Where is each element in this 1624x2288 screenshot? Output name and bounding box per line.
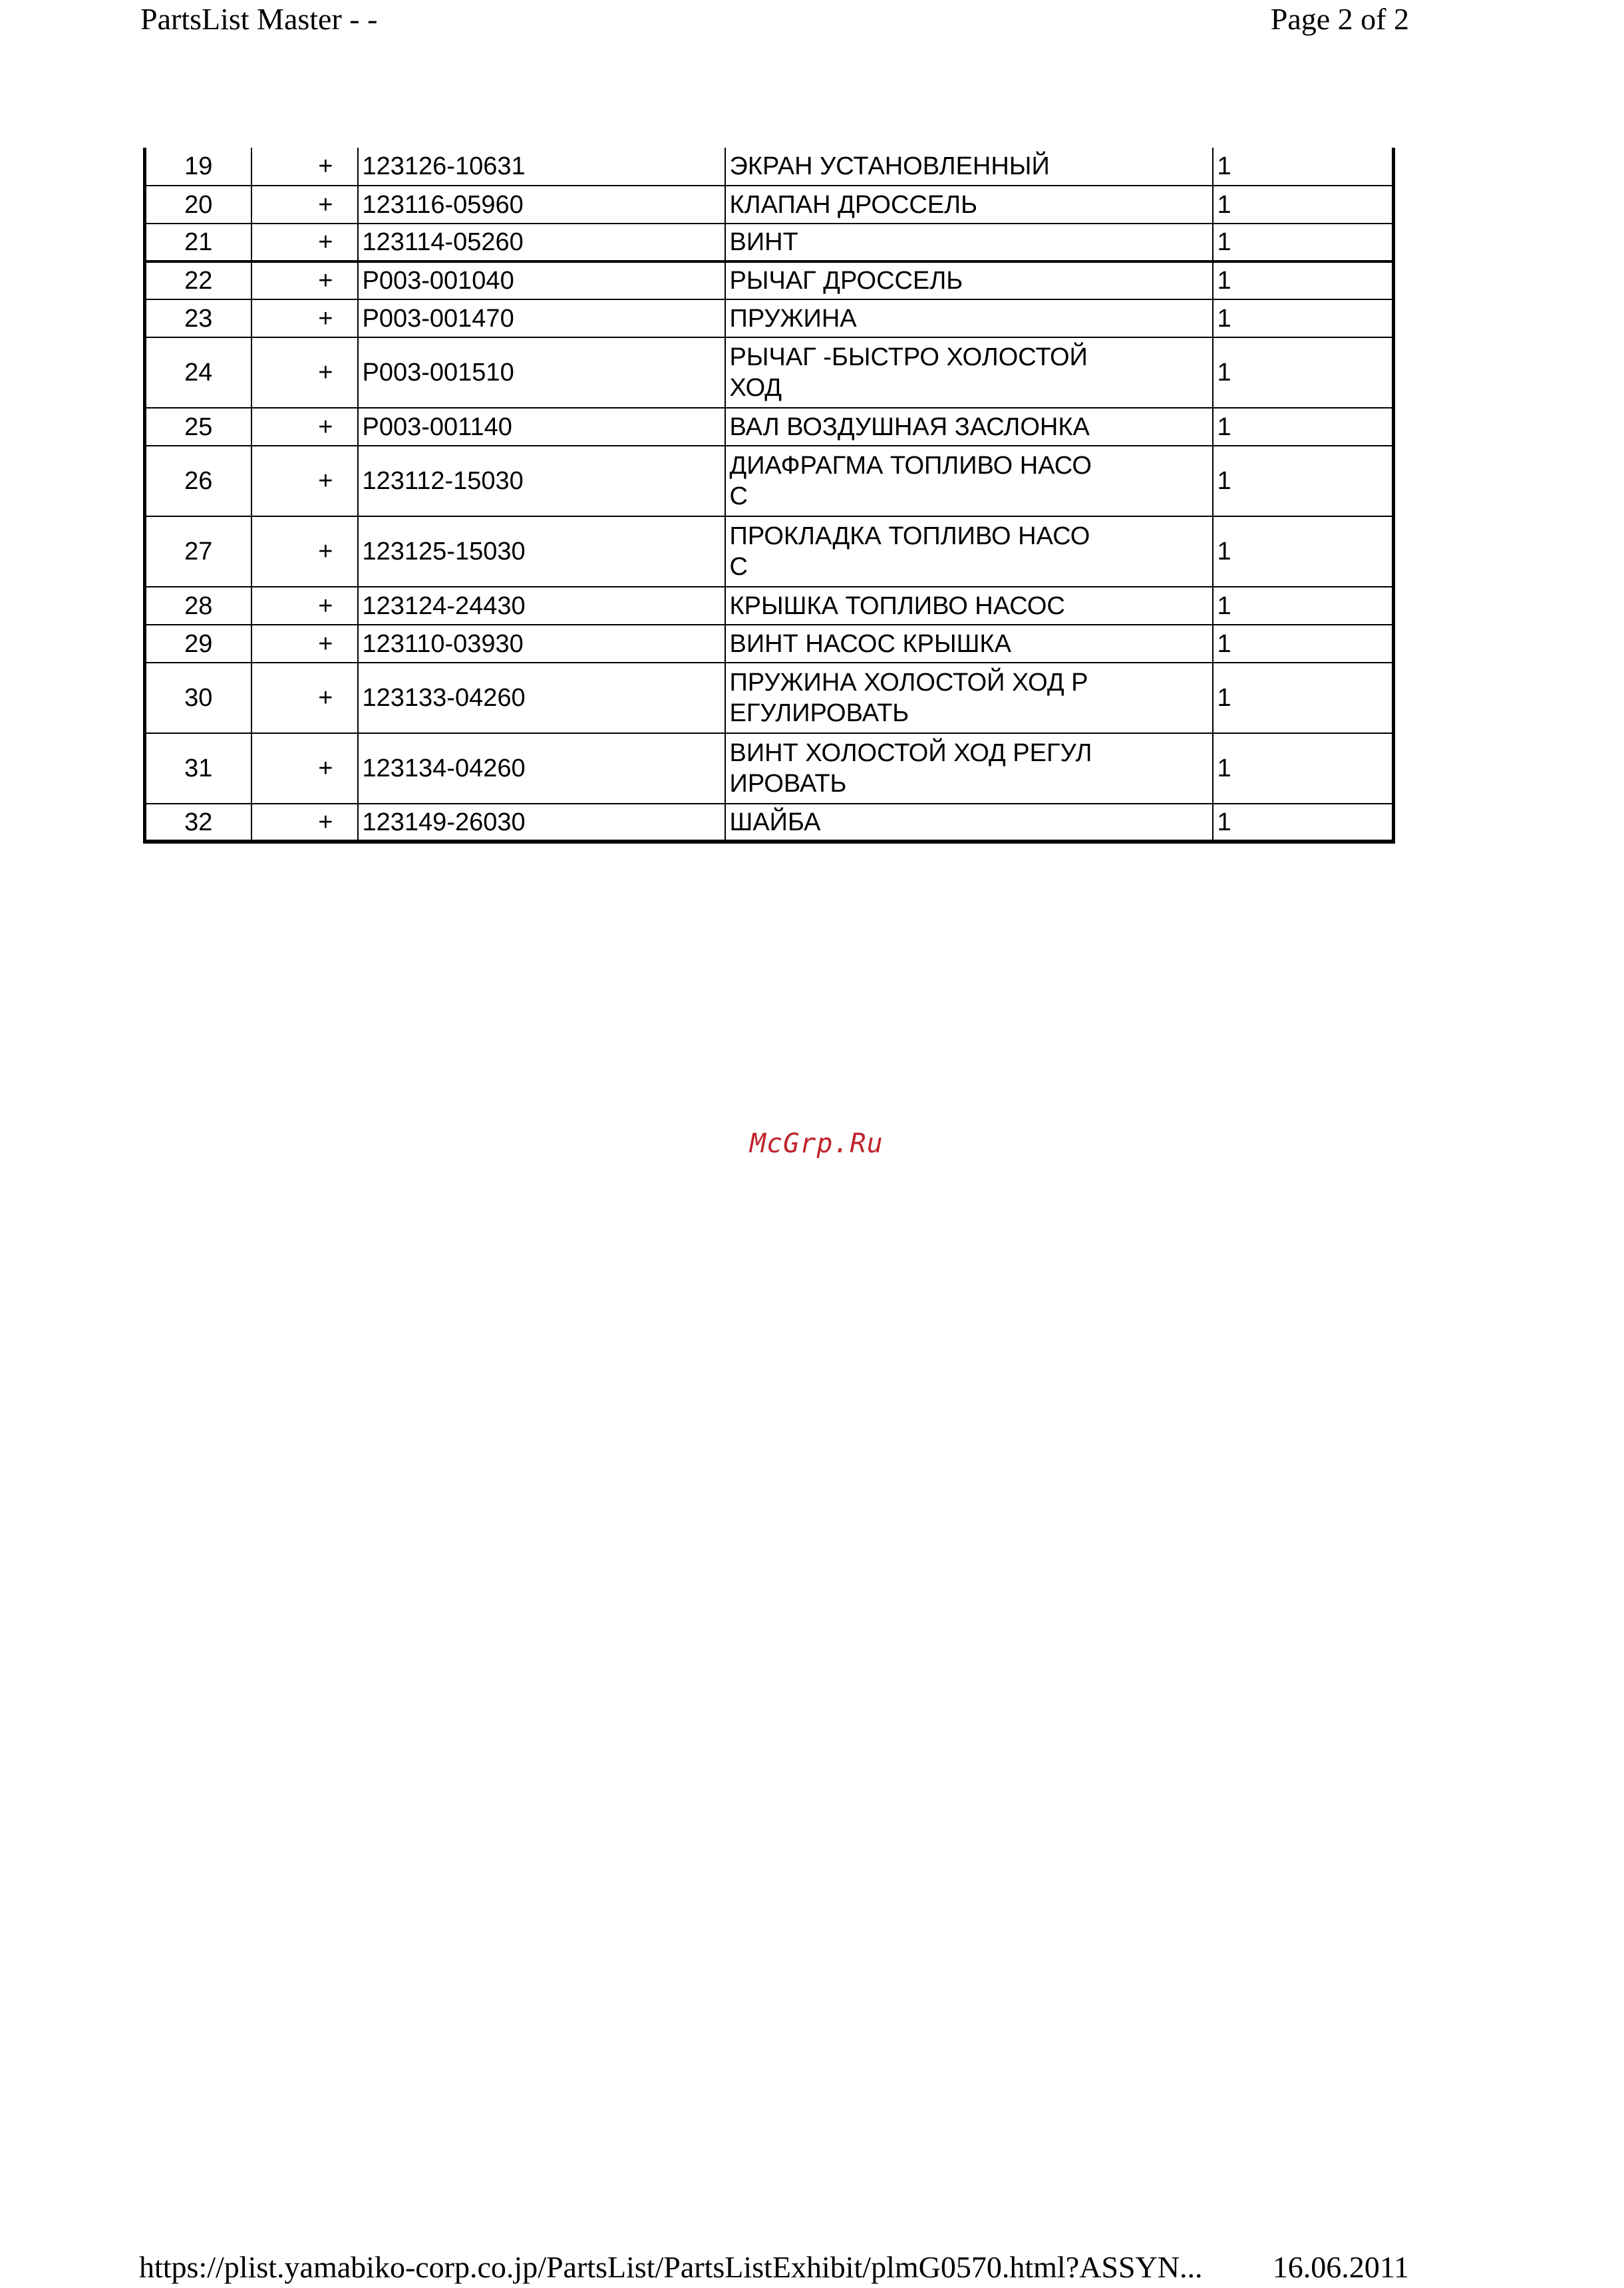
item-mark: + — [251, 148, 358, 186]
part-quantity: 1 — [1213, 446, 1394, 516]
part-number: 123149-26030 — [358, 804, 725, 842]
footer-date: 16.06.2011 — [1272, 2250, 1409, 2284]
part-description: ПРОКЛАДКА ТОПЛИВО НАСО С — [725, 516, 1213, 587]
item-mark: + — [251, 625, 358, 663]
part-quantity: 1 — [1213, 224, 1394, 261]
part-quantity: 1 — [1213, 663, 1394, 733]
item-number: 26 — [145, 446, 251, 516]
parts-table — [143, 148, 1395, 844]
part-description: КЛАПАН ДРОССЕЛЬ — [725, 186, 1213, 224]
part-quantity: 1 — [1213, 261, 1394, 299]
item-number: 31 — [145, 733, 251, 804]
part-description: ПРУЖИНА — [725, 299, 1213, 337]
item-mark: + — [251, 261, 358, 299]
part-number: 123112-15030 — [358, 446, 725, 516]
table-row — [145, 804, 1394, 842]
part-quantity: 1 — [1213, 733, 1394, 804]
item-mark: + — [251, 186, 358, 224]
part-description: ШАЙБА — [725, 804, 1213, 842]
part-description: ПРУЖИНА ХОЛОСТОЙ ХОД Р ЕГУЛИРОВАТЬ — [725, 663, 1213, 733]
item-number: 19 — [145, 148, 251, 186]
part-description: ВИНТ — [725, 224, 1213, 261]
footer-url[interactable]: https://plist.yamabiko-corp.co.jp/PartsList/PartsListExhibit/plmG0570.html?ASSYN... — [139, 2250, 1203, 2284]
item-number: 25 — [145, 408, 251, 446]
part-number: 123134-04260 — [358, 733, 725, 804]
table-row — [145, 516, 1394, 587]
part-number: P003-001510 — [358, 337, 725, 408]
part-quantity: 1 — [1213, 148, 1394, 186]
table-row — [145, 408, 1394, 446]
part-description: ВИНТ ХОЛОСТОЙ ХОД РЕГУЛ ИРОВАТЬ — [725, 733, 1213, 804]
part-description: ВАЛ ВОЗДУШНАЯ ЗАСЛОНКА — [725, 408, 1213, 446]
item-number: 20 — [145, 186, 251, 224]
part-description: КРЫШКА ТОПЛИВО НАСОС — [725, 587, 1213, 625]
part-quantity: 1 — [1213, 804, 1394, 842]
table-row — [145, 587, 1394, 625]
item-number: 29 — [145, 625, 251, 663]
part-quantity: 1 — [1213, 337, 1394, 408]
part-number: 123110-03930 — [358, 625, 725, 663]
table-row — [145, 186, 1394, 224]
item-mark: + — [251, 446, 358, 516]
part-number: 123116-05960 — [358, 186, 725, 224]
item-number: 27 — [145, 516, 251, 587]
part-number: 123126-10631 — [358, 148, 725, 186]
item-number: 30 — [145, 663, 251, 733]
table-row — [145, 261, 1394, 299]
table-row — [145, 224, 1394, 261]
part-number: 123133-04260 — [358, 663, 725, 733]
part-description: ДИАФРАГМА ТОПЛИВО НАСО С — [725, 446, 1213, 516]
item-number: 28 — [145, 587, 251, 625]
item-mark: + — [251, 663, 358, 733]
item-number: 21 — [145, 224, 251, 261]
document-title: PartsList Master - - — [140, 2, 378, 36]
part-quantity: 1 — [1213, 186, 1394, 224]
table-row — [145, 663, 1394, 733]
part-description: ЭКРАН УСТАНОВЛЕННЫЙ — [725, 148, 1213, 186]
part-description: РЫЧАГ ДРОССЕЛЬ — [725, 261, 1213, 299]
item-number: 32 — [145, 804, 251, 842]
item-mark: + — [251, 337, 358, 408]
item-mark: + — [251, 733, 358, 804]
part-quantity: 1 — [1213, 625, 1394, 663]
item-mark: + — [251, 224, 358, 261]
part-quantity: 1 — [1213, 408, 1394, 446]
item-number: 22 — [145, 261, 251, 299]
item-number: 24 — [145, 337, 251, 408]
table-row — [145, 148, 1394, 186]
part-number: P003-001040 — [358, 261, 725, 299]
item-mark: + — [251, 587, 358, 625]
table-row — [145, 337, 1394, 408]
item-mark: + — [251, 299, 358, 337]
table-row — [145, 625, 1394, 663]
table-row — [145, 446, 1394, 516]
part-quantity: 1 — [1213, 516, 1394, 587]
part-number: P003-001140 — [358, 408, 725, 446]
watermark: McGrp.Ru — [750, 1128, 884, 1159]
item-mark: + — [251, 408, 358, 446]
page-number: Page 2 of 2 — [1270, 2, 1409, 36]
part-description: РЫЧАГ -БЫСТРО ХОЛОСТОЙ ХОД — [725, 337, 1213, 408]
part-number: 123114-05260 — [358, 224, 725, 261]
part-number: P003-001470 — [358, 299, 725, 337]
part-number: 123124-24430 — [358, 587, 725, 625]
item-number: 23 — [145, 299, 251, 337]
part-quantity: 1 — [1213, 299, 1394, 337]
part-description: ВИНТ НАСОС КРЫШКА — [725, 625, 1213, 663]
table-row — [145, 733, 1394, 804]
table-row — [145, 299, 1394, 337]
part-number: 123125-15030 — [358, 516, 725, 587]
item-mark: + — [251, 804, 358, 842]
part-quantity: 1 — [1213, 587, 1394, 625]
item-mark: + — [251, 516, 358, 587]
